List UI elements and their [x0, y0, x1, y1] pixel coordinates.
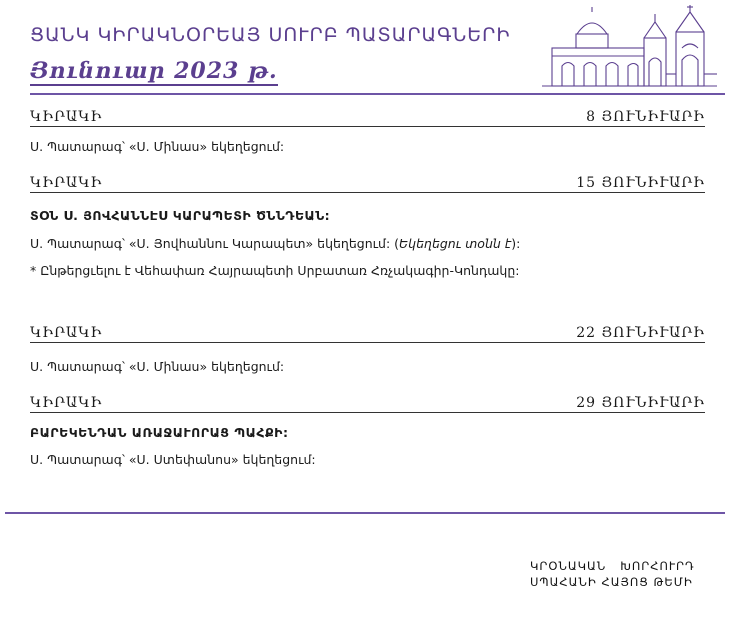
day-date: 29 ՅՈՒՆԻՒԱՐԻ	[576, 395, 705, 411]
signature-line-1: ԿՐՕՆԱԿԱՆ ԽՈՐՀՈՒՐԴ	[530, 559, 695, 573]
month-label: Յունուար 2023 թ.	[30, 58, 278, 84]
day-row-3	[30, 324, 705, 343]
service-text-end: ):	[511, 236, 521, 251]
signature-block	[530, 558, 695, 590]
feast-title: ՏՕՆ Ս. ՅՈՎՀԱՆՆԷՍ ԿԱՐԱՊԵՏԻ ԾՆՆԴԵԱՆ:	[30, 208, 331, 223]
month-heading	[30, 58, 278, 84]
page-title: ՑԱՆԿ ԿԻՐԱԿՆՕՐԵԱՅ ՍՈՒՐԲ ՊԱՏԱՐԱԳՆԵՐԻ	[30, 24, 511, 46]
day-name: ԿԻՐԱԿԻ	[30, 175, 103, 191]
note-line: * Ընթերցւելու է Վեհափառ Հայրապետի Սրբատառ Հռչակագիր-Կոնդակը:	[30, 263, 520, 278]
service-line: Ս. Պատարագ՝ «Ս. Ստեփանոս» եկեղեցում:	[30, 452, 316, 467]
service-line	[30, 236, 520, 251]
service-line: Ս. Պատարագ՝ «Ս. Մինաս» եկեղեցում:	[30, 359, 285, 374]
day-date: 8 ՅՈՒՆԻՒԱՐԻ	[586, 109, 705, 125]
day-row-1	[30, 108, 705, 127]
day-date: 22 ՅՈՒՆԻՒԱՐԻ	[576, 325, 705, 341]
footer-divider	[5, 512, 725, 514]
day-date: 15 ՅՈՒՆԻՒԱՐԻ	[576, 175, 705, 191]
service-line: Ս. Պատարագ՝ «Ս. Մինաս» եկեղեցում:	[30, 139, 285, 154]
month-underline	[30, 84, 278, 86]
signature-line-2: ՍՊԱՀԱՆԻ ՀԱՅՈՑ ԹԵՄԻ	[530, 575, 693, 589]
day-row-4	[30, 394, 705, 413]
service-text: Ս. Պատարագ՝ «Ս. Յովհաննու Կարապետ» եկեղեցում: (	[30, 236, 400, 251]
day-name: ԿԻՐԱԿԻ	[30, 395, 103, 411]
feast-title: ԲԱՐԵԿԵՆԴԱՆ ԱՌԱՋԱՒՈՐԱՑ ՊԱՀՔԻ:	[30, 425, 289, 440]
day-row-2	[30, 174, 705, 193]
church-illustration	[532, 4, 722, 88]
day-name: ԿԻՐԱԿԻ	[30, 109, 103, 125]
header-divider	[30, 93, 725, 95]
service-note-italic: Եկեղեցու տօնն է	[399, 236, 512, 251]
day-name: ԿԻՐԱԿԻ	[30, 325, 103, 341]
